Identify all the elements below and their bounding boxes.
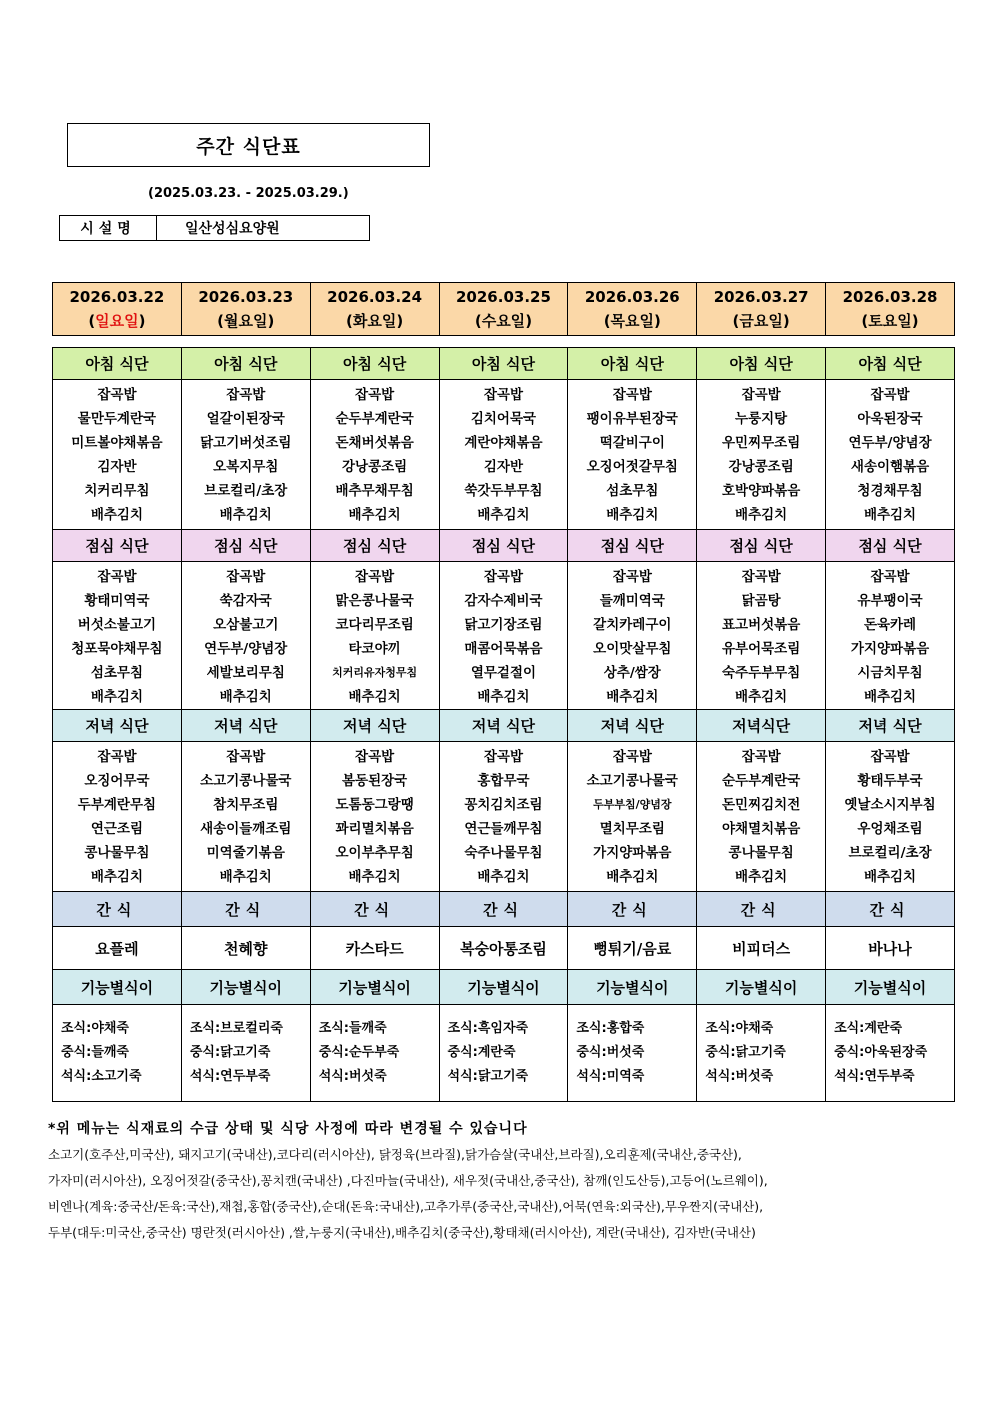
functional-item: 조식:홍합죽 — [576, 1021, 645, 1036]
menu-item: 매콤어묵볶음 — [464, 641, 543, 657]
dinner-header-row — [53, 710, 955, 742]
menu-item: 연근조림 — [90, 821, 143, 837]
menu-item: 시금치무침 — [857, 665, 923, 681]
menu-item: 감자수제비국 — [464, 593, 543, 609]
snack-header: 간식 — [568, 892, 697, 927]
period-range: (2025.03.23. - 2025.03.29.) — [148, 186, 349, 201]
breakfast-items-row — [53, 380, 955, 530]
breakfast-header: 아침 식단 — [439, 348, 568, 380]
facility-box — [59, 215, 370, 241]
menu-item: 잡곡밥 — [870, 569, 910, 585]
menu-item: 잡곡밥 — [226, 749, 266, 765]
menu-item: 연근들깨무침 — [464, 821, 543, 837]
menu-item: 순두부계란국 — [722, 773, 801, 789]
snack-cell: 카스타드 — [310, 927, 439, 970]
functional-cell — [697, 1005, 826, 1102]
menu-item: 치커리유자청무침 — [332, 666, 418, 679]
menu-item: 잡곡밥 — [97, 749, 137, 765]
menu-item: 잡곡밥 — [741, 387, 781, 403]
snack-cell: 바나나 — [826, 927, 955, 970]
menu-item: 미역줄기볶음 — [206, 845, 285, 861]
date-cell — [53, 283, 182, 336]
menu-item: 섬초무침 — [90, 665, 143, 681]
menu-item: 숙주나물무침 — [464, 845, 543, 861]
menu-item: 배추김치 — [477, 689, 530, 705]
menu-item: 콩나물무침 — [728, 845, 794, 861]
menu-item: 옛날소시지부침 — [844, 797, 936, 813]
menu-item: 닭고기장조림 — [464, 617, 543, 633]
menu-item: 돈민찌김치전 — [722, 797, 801, 813]
dinner-menu-cell — [53, 742, 182, 892]
functional-item: 석식:소고기죽 — [61, 1069, 142, 1084]
lunch-items-row — [53, 562, 955, 710]
breakfast-header: 아침 식단 — [181, 348, 310, 380]
menu-item: 배추김치 — [606, 689, 659, 705]
functional-cell — [310, 1005, 439, 1102]
menu-item: 들깨미역국 — [599, 593, 665, 609]
weekday-text: (목요일) — [603, 312, 661, 330]
menu-item: 오이부추무침 — [335, 845, 414, 861]
menu-item: 잡곡밥 — [741, 569, 781, 585]
lunch-header: 점심 식단 — [310, 530, 439, 562]
weekday-text: (월요일) — [217, 312, 275, 330]
date-text: 2026.03.28 — [842, 288, 938, 306]
menu-item: 잡곡밥 — [612, 749, 652, 765]
functional-row — [53, 1005, 955, 1102]
date-text: 2026.03.24 — [327, 288, 423, 306]
menu-item: 강낭콩조림 — [728, 459, 794, 475]
origin-line-4: 두부(대두:미국산,중국산) 명란젓(러시아산) ,쌀,누룽지(국내산),배추김치(중국산),황태채(러시아산), 계란(국내산), 김자반(국내산) — [48, 1225, 756, 1240]
menu-item: 계란야채볶음 — [464, 435, 543, 451]
menu-item: 배추김치 — [606, 507, 659, 523]
menu-item: 배추김치 — [348, 869, 401, 885]
menu-item: 순두부계란국 — [335, 411, 414, 427]
menu-item: 새송이햄볶음 — [850, 459, 930, 475]
menu-item: 숙주두부무침 — [722, 665, 801, 681]
date-text: 2026.03.23 — [198, 288, 294, 306]
snack-cell: 복숭아통조림 — [439, 927, 568, 970]
dinner-menu-cell — [568, 742, 697, 892]
menu-item: 오복지무침 — [213, 459, 279, 475]
lunch-menu-cell — [439, 562, 568, 710]
functional-header-row — [53, 970, 955, 1005]
menu-item: 황태미역국 — [84, 593, 150, 609]
menu-item: 치커리무침 — [84, 483, 150, 499]
breakfast-menu-cell — [181, 380, 310, 530]
menu-item: 잡곡밥 — [612, 387, 652, 403]
menu-item: 김치어묵국 — [470, 411, 537, 427]
functional-cell — [53, 1005, 182, 1102]
menu-item: 잡곡밥 — [483, 749, 524, 765]
menu-item: 맑은콩나물국 — [335, 593, 414, 609]
functional-header: 기능별식이 — [568, 970, 697, 1005]
functional-item: 조식:계란죽 — [834, 1021, 903, 1036]
menu-item: 물만두계란국 — [77, 411, 157, 427]
snack-header-row — [53, 892, 955, 927]
functional-cell — [826, 1005, 955, 1102]
menu-item: 잡곡밥 — [355, 387, 395, 403]
menu-item: 두부계란무침 — [77, 797, 157, 813]
lunch-header: 점심 식단 — [568, 530, 697, 562]
functional-item: 조식:야채죽 — [705, 1021, 774, 1036]
date-text: 2026.03.26 — [584, 288, 680, 306]
dinner-menu-cell — [310, 742, 439, 892]
menu-item: 세발보리무침 — [206, 665, 285, 681]
menu-item: 배추김치 — [219, 507, 272, 523]
menu-item: 연두부/양념장 — [204, 641, 288, 657]
menu-item: 배추김치 — [219, 689, 272, 705]
facility-name: 일산성심요양원 — [185, 221, 280, 237]
menu-item: 타코야끼 — [348, 641, 401, 657]
menu-item: 브로컬리/초장 — [848, 845, 932, 861]
menu-item: 잡곡밥 — [870, 749, 910, 765]
menu-item: 잡곡밥 — [97, 569, 137, 585]
menu-item: 우민찌무조림 — [722, 435, 801, 451]
date-cell — [697, 283, 826, 336]
snack-header: 간식 — [53, 892, 182, 927]
facility-label: 시설명 — [60, 216, 157, 240]
menu-item: 오삼불고기 — [213, 617, 279, 633]
menu-item: 배추김치 — [735, 507, 788, 523]
menu-item: 아욱된장국 — [857, 411, 923, 427]
snack-cell: 천혜향 — [181, 927, 310, 970]
lunch-menu-cell — [826, 562, 955, 710]
functional-item: 석식:미역죽 — [576, 1069, 645, 1084]
menu-item: 오징어젓갈무침 — [586, 459, 678, 475]
snack-header: 간식 — [181, 892, 310, 927]
menu-item: 배추김치 — [863, 869, 917, 885]
menu-item: 오이맛살무침 — [593, 641, 672, 657]
dinner-header: 저녁 식단 — [310, 710, 439, 742]
functional-cell — [181, 1005, 310, 1102]
dinner-header: 저녁식단 — [697, 710, 826, 742]
functional-item: 조식:들깨죽 — [318, 1021, 387, 1036]
breakfast-menu-cell — [439, 380, 568, 530]
menu-item: 우엉채조림 — [857, 821, 923, 837]
menu-item: 돈채버섯볶음 — [335, 435, 414, 451]
dinner-header: 저녁 식단 — [826, 710, 955, 742]
breakfast-menu-cell — [697, 380, 826, 530]
lunch-header: 점심 식단 — [53, 530, 182, 562]
breakfast-menu-cell — [568, 380, 697, 530]
functional-item: 중식:계란죽 — [447, 1045, 516, 1060]
menu-item: 연두부/양념장 — [848, 435, 932, 451]
functional-item: 조식:흑임자죽 — [447, 1021, 529, 1036]
menu-item: 갈치카레구이 — [593, 617, 672, 633]
menu-item: 버섯소불고기 — [77, 617, 157, 633]
weekday-text: (수요일) — [474, 312, 533, 330]
menu-item: 배추김치 — [90, 689, 143, 705]
menu-item: 호박양파볶음 — [722, 483, 801, 499]
breakfast-menu-cell — [826, 380, 955, 530]
menu-item: 잡곡밥 — [226, 387, 266, 403]
weekday-name: 금요일 — [739, 312, 783, 330]
functional-item: 석식:닭고기죽 — [447, 1069, 529, 1084]
menu-item: 상추/쌈장 — [603, 665, 661, 681]
menu-item: 팽이유부된장국 — [586, 411, 678, 427]
functional-item: 조식:브로컬리죽 — [189, 1021, 283, 1036]
menu-item: 김자반 — [97, 459, 137, 475]
menu-item: 야채멸치볶음 — [722, 821, 801, 837]
date-text: 2026.03.22 — [69, 288, 165, 306]
date-cell — [310, 283, 439, 336]
lunch-menu-cell — [697, 562, 826, 710]
menu-item: 배추김치 — [477, 869, 530, 885]
date-cell — [826, 283, 955, 336]
functional-item: 중식:닭고기죽 — [705, 1045, 786, 1060]
menu-item: 잡곡밥 — [741, 749, 781, 765]
menu-item: 봄동된장국 — [342, 773, 408, 789]
menu-item: 배추김치 — [735, 689, 788, 705]
weekday-name: 토요일 — [868, 312, 912, 330]
menu-item: 꽈리멸치볶음 — [335, 821, 414, 837]
weekday-name: 화요일 — [352, 312, 397, 330]
menu-item: 소고기콩나물국 — [200, 773, 292, 789]
menu-item: 멸치무조림 — [599, 821, 665, 837]
snack-header: 간식 — [826, 892, 955, 927]
date-header-table — [52, 282, 955, 336]
lunch-header: 점심 식단 — [697, 530, 826, 562]
menu-table — [52, 347, 955, 1102]
menu-item: 유부어묵조림 — [722, 641, 801, 657]
menu-item: 배추김치 — [735, 869, 788, 885]
snack-header: 간식 — [439, 892, 568, 927]
menu-item: 배추무채무침 — [335, 483, 414, 499]
dinner-menu-cell — [826, 742, 955, 892]
breakfast-menu-cell — [310, 380, 439, 530]
menu-item: 브로컬리/초장 — [204, 483, 288, 499]
dinner-menu-cell — [181, 742, 310, 892]
menu-item: 배추김치 — [477, 507, 530, 523]
menu-item: 미트볼야채볶음 — [71, 435, 163, 451]
lunch-menu-cell — [181, 562, 310, 710]
date-text: 2026.03.27 — [713, 288, 809, 306]
snack-cell: 비피더스 — [697, 927, 826, 970]
menu-item: 도톰동그랑땡 — [335, 797, 414, 813]
menu-item: 배추김치 — [863, 689, 917, 705]
menu-item: 떡갈비구이 — [599, 435, 665, 451]
lunch-header: 점심 식단 — [181, 530, 310, 562]
menu-item: 코다리무조림 — [335, 617, 414, 633]
menu-item: 콩나물무침 — [84, 845, 150, 861]
menu-item: 잡곡밥 — [355, 749, 395, 765]
functional-header: 기능별식이 — [53, 970, 182, 1005]
origin-line-3: 비엔나(계육:중국산/돈육:국산),재첩,홍합(중국산),순대(돈육:국내산),고추가루(중국산,국내산),어묵(연육:외국산),무우짠지(국내산), — [48, 1199, 764, 1214]
dinner-header: 저녁 식단 — [568, 710, 697, 742]
functional-header: 기능별식이 — [439, 970, 568, 1005]
breakfast-header: 아침 식단 — [53, 348, 182, 380]
origin-line-1: 소고기(호주산,미국산), 돼지고기(국내산),코다리(러시아산), 닭정육(브라질),닭가슴살(국내산,브라질),오리훈제(국내산,중국산), — [48, 1147, 742, 1162]
menu-item: 잡곡밥 — [226, 569, 266, 585]
menu-item: 오징어무국 — [84, 773, 150, 789]
functional-item: 석식:연두부죽 — [189, 1069, 271, 1084]
functional-header: 기능별식이 — [310, 970, 439, 1005]
date-text: 2026.03.25 — [456, 288, 551, 306]
menu-item: 얼갈이된장국 — [206, 411, 285, 427]
weekday-text: (일요일) — [88, 312, 146, 330]
weekday-name: 일요일 — [95, 312, 139, 330]
menu-item: 잡곡밥 — [97, 387, 137, 403]
notice-text: *위 메뉴는 식재료의 수급 상태 및 식당 사정에 따라 변경될 수 있습니다 — [48, 1121, 528, 1137]
breakfast-header: 아침 식단 — [310, 348, 439, 380]
menu-item: 배추김치 — [90, 507, 143, 523]
menu-item: 쑥감자국 — [219, 593, 272, 609]
menu-item: 열무겉절이 — [470, 665, 537, 681]
weekday-text: (화요일) — [346, 312, 404, 330]
menu-item: 쑥갓두부무침 — [464, 483, 543, 499]
menu-item: 닭고기버섯조림 — [200, 435, 292, 451]
snack-cell: 요플레 — [53, 927, 182, 970]
functional-item: 중식:닭고기죽 — [189, 1045, 271, 1060]
functional-cell — [568, 1005, 697, 1102]
dinner-header: 저녁 식단 — [181, 710, 310, 742]
page-title: 주간 식단표 — [67, 123, 430, 167]
menu-item: 잡곡밥 — [355, 569, 395, 585]
menu-item: 배추김치 — [348, 689, 401, 705]
functional-header: 기능별식이 — [826, 970, 955, 1005]
menu-item: 잡곡밥 — [870, 387, 910, 403]
dinner-items-row — [53, 742, 955, 892]
menu-item: 배추김치 — [219, 869, 272, 885]
menu-item: 청경채무침 — [857, 483, 923, 499]
breakfast-header: 아침 식단 — [826, 348, 955, 380]
lunch-menu-cell — [568, 562, 697, 710]
functional-cell — [439, 1005, 568, 1102]
lunch-header-row — [53, 530, 955, 562]
lunch-menu-cell — [310, 562, 439, 710]
lunch-menu-cell — [53, 562, 182, 710]
weekday-text: (토요일) — [861, 312, 919, 330]
menu-item: 두부부침/양념장 — [593, 798, 672, 811]
weekday-name: 월요일 — [224, 312, 268, 330]
menu-item: 배추김치 — [348, 507, 401, 523]
menu-item: 배추김치 — [90, 869, 143, 885]
date-cell — [439, 283, 568, 336]
functional-item: 중식:버섯죽 — [576, 1045, 645, 1060]
menu-item: 강낭콩조림 — [342, 459, 408, 475]
menu-item: 표고버섯볶음 — [722, 617, 801, 633]
snack-cell: 뻥튀기/음료 — [568, 927, 697, 970]
origin-line-2: 가자미(러시아산), 오징어젓갈(중국산),꽁치캔(국내산) ,다진마늘(국내산), 새우젓(국내산,중국산), 참깨(인도산등),고등어(노르웨이), — [48, 1173, 768, 1188]
menu-item: 잡곡밥 — [483, 569, 524, 585]
functional-header: 기능별식이 — [697, 970, 826, 1005]
menu-item: 소고기콩나물국 — [586, 773, 678, 789]
menu-item: 배추김치 — [606, 869, 659, 885]
functional-item: 중식:아욱된장죽 — [834, 1045, 928, 1060]
menu-item: 김자반 — [483, 459, 524, 475]
menu-item: 배추김치 — [863, 507, 917, 523]
dinner-menu-cell — [697, 742, 826, 892]
menu-item: 꽁치김치조림 — [464, 797, 543, 813]
menu-item: 청포묵야채무침 — [71, 641, 163, 657]
menu-item: 가지양파볶음 — [593, 845, 672, 861]
snack-header: 간식 — [310, 892, 439, 927]
dinner-menu-cell — [439, 742, 568, 892]
menu-item: 섬초무침 — [606, 483, 659, 499]
snack-row — [53, 927, 955, 970]
snack-header: 간식 — [697, 892, 826, 927]
weekday-name: 목요일 — [610, 312, 655, 330]
functional-item: 조식:야채죽 — [61, 1021, 129, 1036]
dinner-header: 저녁 식단 — [53, 710, 182, 742]
lunch-header: 점심 식단 — [439, 530, 568, 562]
weekday-name: 수요일 — [481, 312, 526, 330]
menu-item: 참치무조림 — [213, 797, 279, 813]
menu-item: 황태두부국 — [857, 773, 923, 789]
weekday-text: (금요일) — [732, 312, 790, 330]
menu-item: 새송이들깨조림 — [200, 821, 292, 837]
breakfast-menu-cell — [53, 380, 182, 530]
date-cell — [568, 283, 697, 336]
breakfast-header-row — [53, 348, 955, 380]
dinner-header: 저녁 식단 — [439, 710, 568, 742]
functional-item: 석식:버섯죽 — [318, 1069, 387, 1084]
menu-item: 닭곰탕 — [741, 593, 781, 609]
functional-item: 석식:버섯죽 — [705, 1069, 774, 1084]
menu-item: 가지양파볶음 — [850, 641, 930, 657]
functional-item: 중식:순두부죽 — [318, 1045, 400, 1060]
functional-item: 석식:연두부죽 — [834, 1069, 915, 1084]
lunch-header: 점심 식단 — [826, 530, 955, 562]
functional-item: 중식:들깨죽 — [61, 1045, 129, 1060]
functional-header: 기능별식이 — [181, 970, 310, 1005]
menu-item: 돈육카레 — [863, 617, 917, 633]
date-row — [53, 283, 955, 336]
menu-item: 유부팽이국 — [857, 593, 923, 609]
menu-item: 잡곡밥 — [612, 569, 652, 585]
breakfast-header: 아침 식단 — [568, 348, 697, 380]
menu-item: 홍합무국 — [477, 773, 530, 789]
date-cell — [181, 283, 310, 336]
menu-item: 누룽지탕 — [735, 411, 788, 427]
menu-item: 잡곡밥 — [483, 387, 524, 403]
breakfast-header: 아침 식단 — [697, 348, 826, 380]
